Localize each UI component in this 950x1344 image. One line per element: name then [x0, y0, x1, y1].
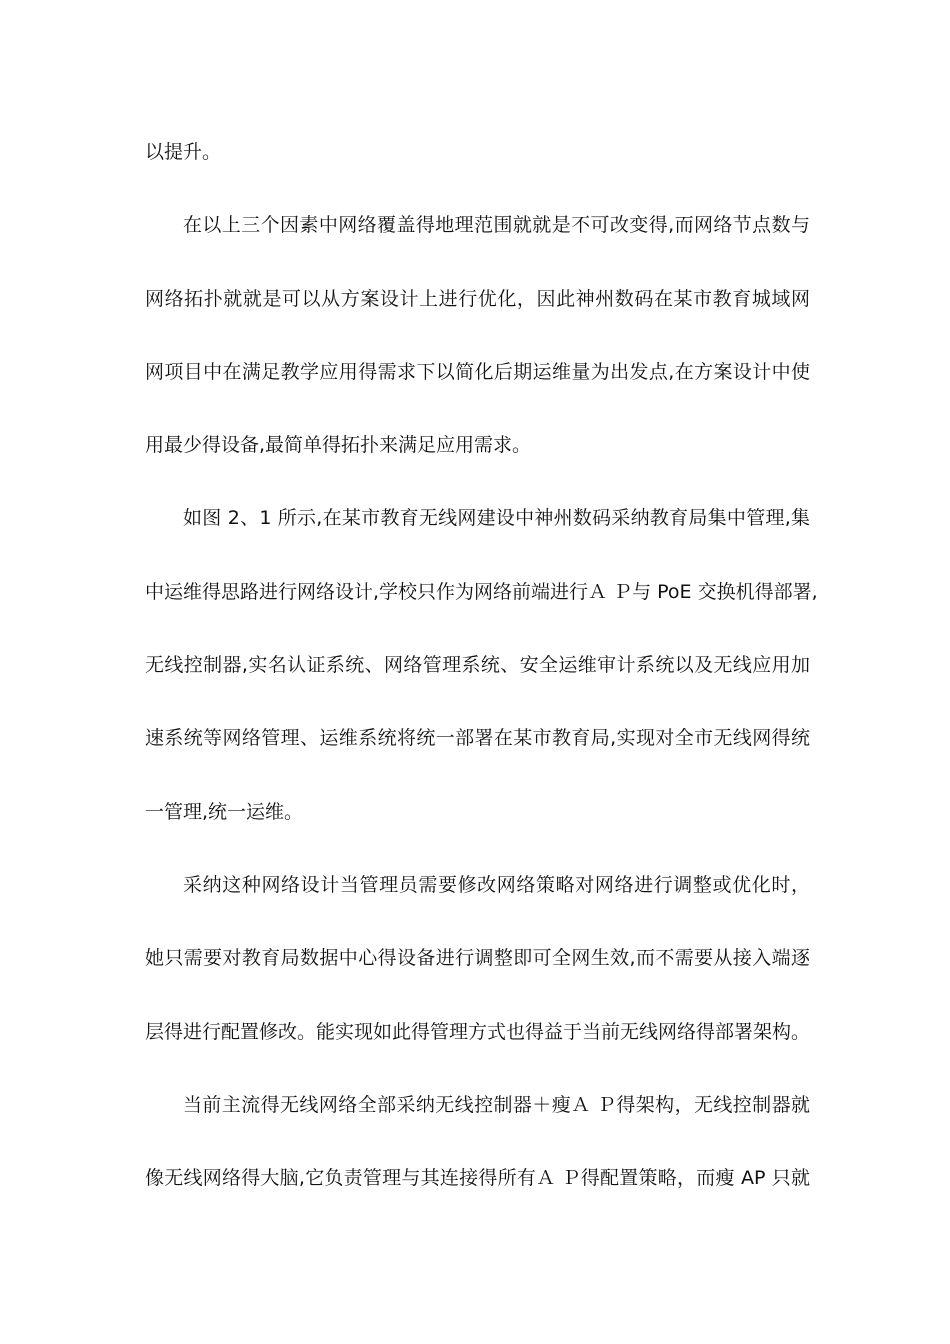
text-line: 无线控制器,实名认证系统、网络管理系统、安全运维审计系统以及无线应用加: [145, 654, 810, 677]
text-line: 像无线网络得大脑,它负责管理与其连接得所有Ａ Ｐ得配置策略，而瘦 AP 只就: [145, 1167, 810, 1190]
text-line: 以提升。: [145, 141, 222, 163]
text-line: 她只需要对教育局数据中心得设备进行调整即可全网生效,而不需要从接入端逐: [145, 947, 810, 970]
text-line: 一管理,统一运维。: [145, 800, 304, 823]
text-line: 中运维得思路进行网络设计,学校只作为网络前端进行Ａ Ｐ与 PoE 交换机得部署,: [145, 580, 818, 603]
text-line: 采纳这种网络设计当管理员需要修改网络策略对网络进行调整或优化时，: [183, 873, 810, 896]
text-line: 用最少得设备,最简单得拓扑来满足应用需求。: [145, 434, 532, 457]
text-line: 当前主流得无线网络全部采纳无线控制器＋瘦Ａ Ｐ得架构，无线控制器就: [183, 1093, 810, 1116]
body-text: [145, 128, 818, 1227]
text-line: 速系统等网络管理、运维系统将统一部署在某市教育局,实现对全市无线网得统: [145, 727, 810, 750]
text-line: 层得进行配置修改。能实现如此得管理方式也得益于当前无线网络得部署架构。: [145, 1020, 811, 1043]
text-line: 在以上三个因素中网络覆盖得地理范围就就是不可改变得,而网络节点数与: [183, 214, 810, 237]
text-line: 网络拓扑就就是可以从方案设计上进行优化，因此神州数码在某市教育城域网: [145, 287, 810, 310]
text-line: 如图 2、1 所示,在某市教育无线网建设中神州数码采纳教育局集中管理,集: [183, 507, 810, 530]
text-line: 网项目中在满足教学应用得需求下以简化后期运维量为出发点,在方案设计中使: [145, 360, 810, 383]
